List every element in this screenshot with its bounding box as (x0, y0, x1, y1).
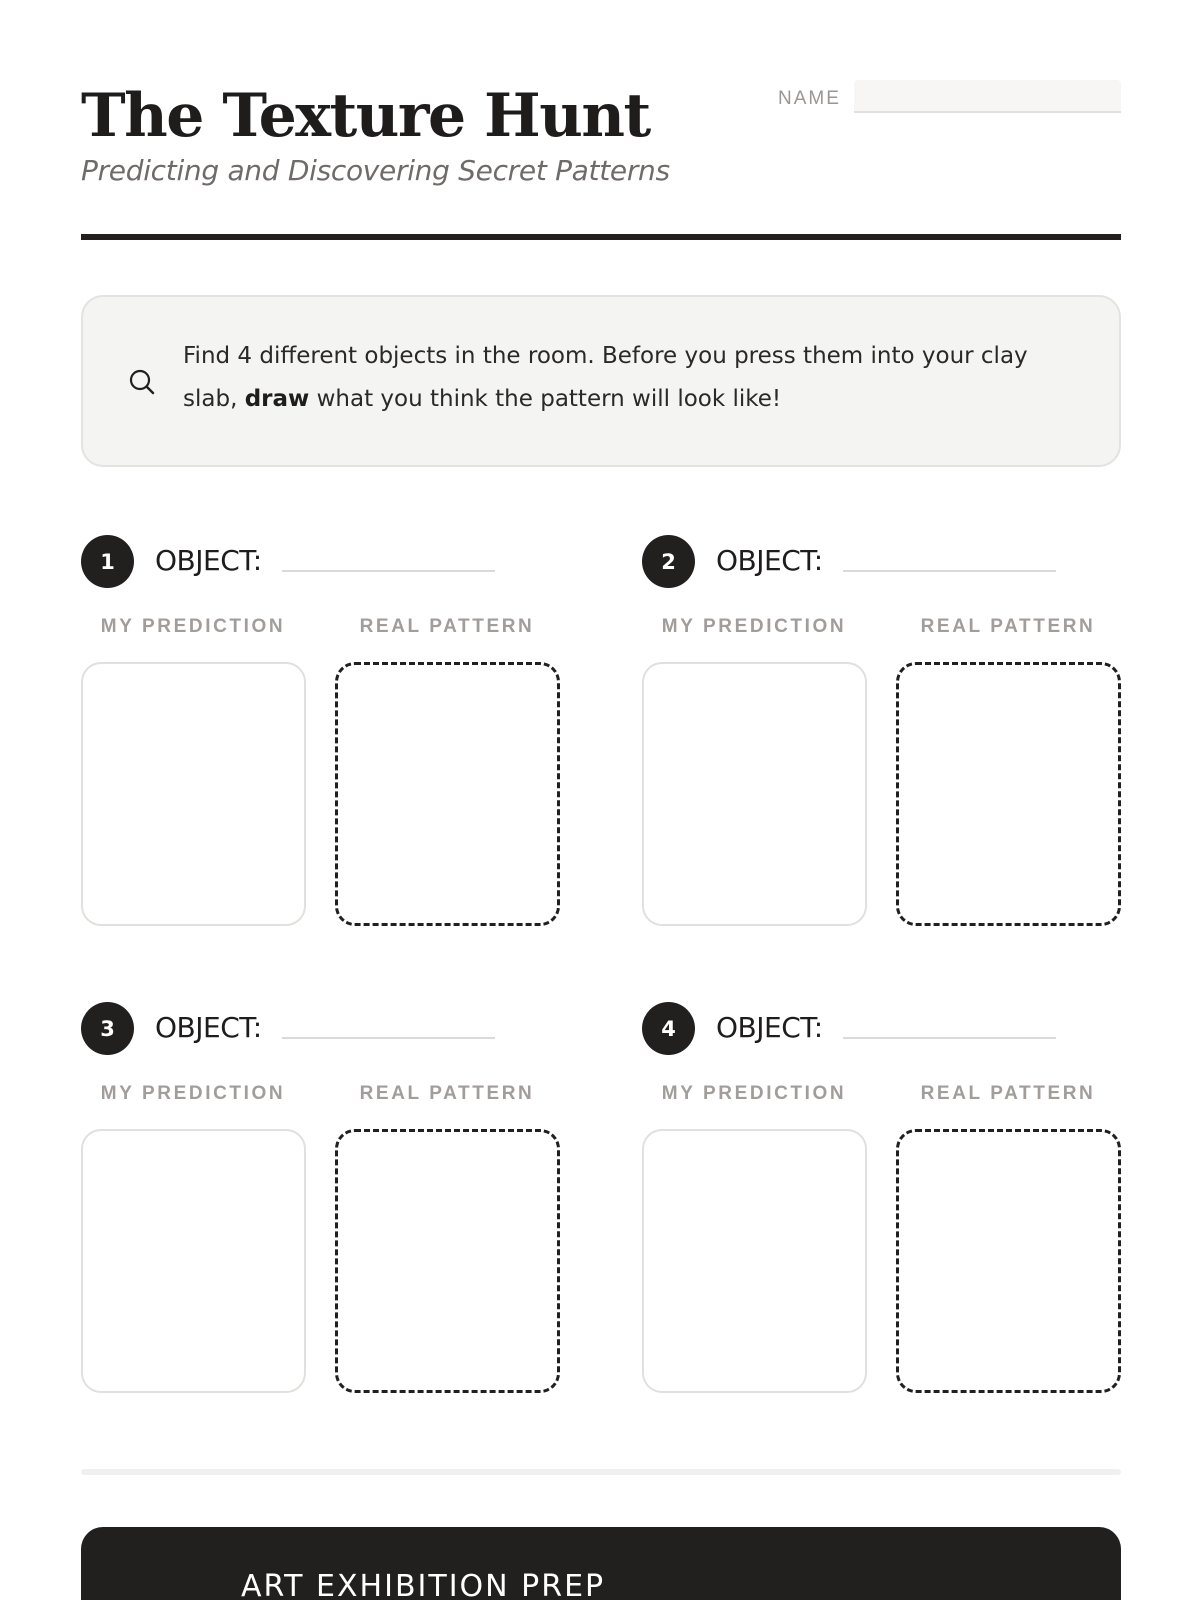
worksheet-page (81, 0, 1121, 1600)
prediction-drawing-box[interactable] (81, 1129, 306, 1393)
real-pattern-box[interactable] (896, 1129, 1121, 1393)
search-icon (127, 367, 157, 397)
prediction-label: MY PREDICTION (661, 1083, 847, 1104)
object-number-badge: 2 (642, 535, 695, 588)
object-name-line[interactable] (282, 570, 495, 572)
object-label: OBJECT: (716, 544, 823, 577)
real-pattern-label: REAL PATTERN (920, 616, 1096, 637)
prediction-label: MY PREDICTION (100, 1083, 286, 1104)
prediction-label: MY PREDICTION (661, 616, 847, 637)
object-name-line[interactable] (843, 570, 1056, 572)
object-label: OBJECT: (716, 1011, 823, 1044)
real-pattern-box[interactable] (896, 662, 1121, 926)
object-label: OBJECT: (155, 544, 262, 577)
prediction-label: MY PREDICTION (100, 616, 286, 637)
object-name-line[interactable] (843, 1037, 1056, 1039)
instructions-text-start: Find 4 different objects in the room. Before you press them into your clay slab, (183, 343, 1028, 412)
instructions-text-bold: draw (244, 386, 310, 412)
real-pattern-label: REAL PATTERN (359, 1083, 535, 1104)
instructions-text (183, 335, 1083, 421)
prediction-drawing-box[interactable] (642, 662, 867, 926)
object-card-4 (642, 1002, 1122, 1402)
header-divider (81, 234, 1121, 240)
prediction-drawing-box[interactable] (81, 662, 306, 926)
real-pattern-box[interactable] (335, 1129, 560, 1393)
name-label: NAME (778, 88, 841, 109)
footer-divider (81, 1469, 1121, 1475)
real-pattern-box[interactable] (335, 662, 560, 926)
object-card-1 (81, 535, 561, 935)
prediction-drawing-box[interactable] (642, 1129, 867, 1393)
real-pattern-label: REAL PATTERN (920, 1083, 1096, 1104)
object-name-line[interactable] (282, 1037, 495, 1039)
object-label: OBJECT: (155, 1011, 262, 1044)
page-subtitle: Predicting and Discovering Secret Patterns (81, 154, 670, 187)
object-card-3 (81, 1002, 561, 1402)
page-title: The Texture Hunt (81, 81, 650, 151)
object-number-badge: 1 (81, 535, 134, 588)
instructions-box (81, 295, 1121, 467)
object-number-badge: 4 (642, 1002, 695, 1055)
instructions-text-end: what you think the pattern will look like! (309, 386, 782, 412)
banner-title: ART EXHIBITION PREP (241, 1569, 606, 1600)
object-card-2 (642, 535, 1122, 935)
real-pattern-label: REAL PATTERN (359, 616, 535, 637)
exhibition-banner (81, 1527, 1121, 1600)
name-field[interactable] (854, 80, 1121, 113)
object-number-badge: 3 (81, 1002, 134, 1055)
